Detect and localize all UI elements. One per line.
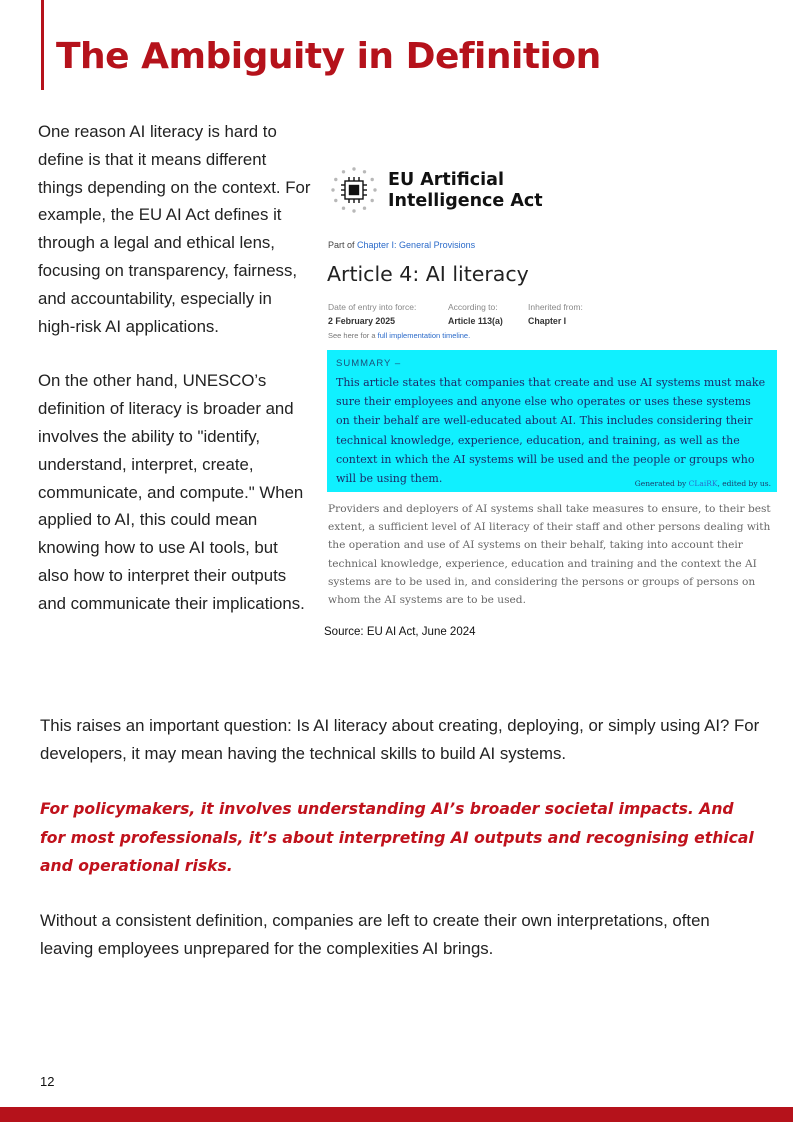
meta-inherited-from: Inherited from: Chapter I xyxy=(528,302,583,326)
article-title: Article 4: AI literacy xyxy=(327,262,529,286)
closing-paragraph: Without a consistent definition, companies are left to create their own interpretations, often leaving employees unprepared for the complexities AI brings. xyxy=(40,911,710,958)
page-number: 12 xyxy=(40,1074,55,1089)
footer-accent-bar xyxy=(0,1107,793,1122)
timeline-link[interactable]: full implementation timeline. xyxy=(377,331,471,340)
generated-by-note: Generated by CLaiRK, edited by us. xyxy=(634,479,771,488)
meta-according-to: According to: Article 113(a) xyxy=(448,302,503,326)
eu-stars-chip-icon xyxy=(328,164,380,216)
eu-ai-act-logo-text: EU Artificial Intelligence Act xyxy=(388,170,543,211)
summary-label: SUMMARY – xyxy=(336,358,402,369)
title-accent-bar xyxy=(41,0,44,90)
eu-ai-act-screenshot xyxy=(322,150,774,620)
chapter-link[interactable]: Chapter I: General Provisions xyxy=(357,240,476,250)
intro-paragraph: One reason AI literacy is hard to define is that it means different things depending on the context. For example, the EU AI Act defines it through a legal and ethical lens, focusing on transparency, fairness, and accountability, especially in high-risk AI applications. xyxy=(38,122,311,336)
summary-box xyxy=(327,350,777,492)
unesco-paragraph: On the other hand, UNESCO’s definition of literacy is broader and involves the ability to "identify, understand, interpret, create, communicate, and compute." When applied to AI, this could mean knowing how to use AI tools, but also how to interpret their outputs and communicate their implications. xyxy=(38,371,305,613)
timeline-note: See here for a full implementation timeline. xyxy=(328,331,471,340)
page-title: The Ambiguity in Definition xyxy=(56,36,601,77)
article-body-text: Providers and deployers of AI systems shall take measures to ensure, to their best extent, a sufficient level of AI literacy of their staff and other persons dealing with the operation and use of AI systems on their behalf, taking into account their technical knowledge, experience, education and training and the context the AI systems are to be used in, and considering the persons or groups of persons on whom the AI systems are to be used. xyxy=(328,503,771,607)
image-source-caption: Source: EU AI Act, June 2024 xyxy=(324,626,476,638)
part-of-breadcrumb: Part of Chapter I: General Provisions xyxy=(328,240,476,250)
clairk-link[interactable]: CLaiRK xyxy=(688,479,718,488)
question-paragraph: This raises an important question: Is AI literacy about creating, deploying, or simply using AI? For developers, it may mean having the technical skills to build AI systems. xyxy=(40,716,760,763)
summary-text: This article states that companies that create and use AI systems must make sure their employees and anyone else who operates or uses these systems on their behalf are well-educated about AI. This includes considering their technical knowledge, experience, education, and training, as well as the context in which the AI systems will be used and the people or groups who will be using them. xyxy=(336,376,766,486)
highlight-paragraph: For policymakers, it involves understanding AI’s broader societal impacts. And for most professionals, it’s about interpreting AI outputs and recognising ethical and operational risks. xyxy=(40,800,754,875)
left-column xyxy=(38,118,313,618)
meta-entry-into-force: Date of entry into force: 2 February 2025 xyxy=(328,302,417,326)
